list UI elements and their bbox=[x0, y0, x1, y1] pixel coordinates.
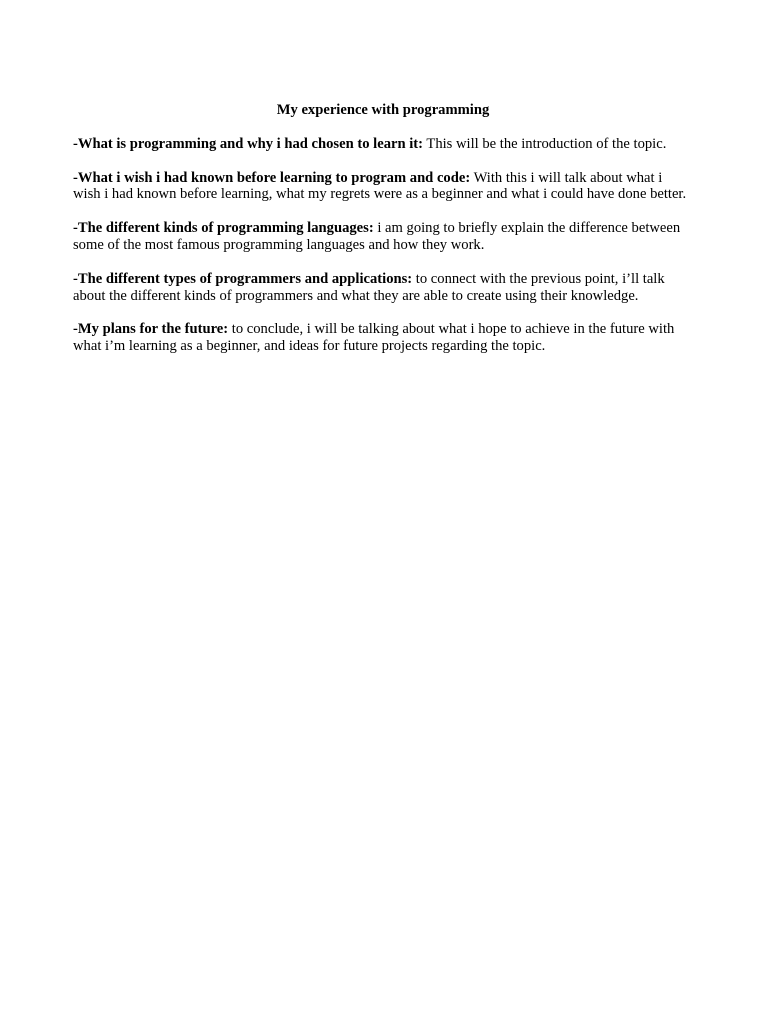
paragraph-text: This will be the introduction of the topic. bbox=[423, 135, 667, 152]
paragraph-introduction bbox=[73, 136, 693, 153]
paragraph-heading: -What is programming and why i had chosen to learn it: bbox=[73, 135, 424, 152]
paragraph-text: With this i will talk about what i wish i had known before learning, what my regrets were as a beginner and what i could have done better. bbox=[73, 169, 687, 203]
document-title: My experience with programming bbox=[276, 102, 490, 118]
document-body bbox=[73, 102, 693, 372]
paragraph-heading: -My plans for the future: bbox=[73, 321, 229, 338]
paragraph-text: to conclude, i will be talking about what i hope to achieve in the future with what i’m learning as a beginner, and ideas for future projects regarding the topic. bbox=[73, 321, 675, 355]
paragraph-wish-known bbox=[73, 170, 693, 204]
paragraph-future-plans bbox=[73, 321, 693, 355]
paragraph-heading: -The different types of programmers and applications: bbox=[73, 270, 413, 287]
paragraph-languages bbox=[73, 220, 693, 254]
paragraph-heading: -The different kinds of programming languages: bbox=[73, 220, 374, 237]
paragraph-text: to connect with the previous point, i’ll talk about the different kinds of programmers and what they are able to create using their knowledge. bbox=[73, 270, 665, 304]
paragraph-text: i am going to briefly explain the difference between some of the most famous programming languages and how they work. bbox=[73, 220, 681, 253]
paragraph-heading: -What i wish i had known before learning to program and code: bbox=[73, 169, 471, 186]
paragraph-programmer-types bbox=[73, 271, 693, 305]
